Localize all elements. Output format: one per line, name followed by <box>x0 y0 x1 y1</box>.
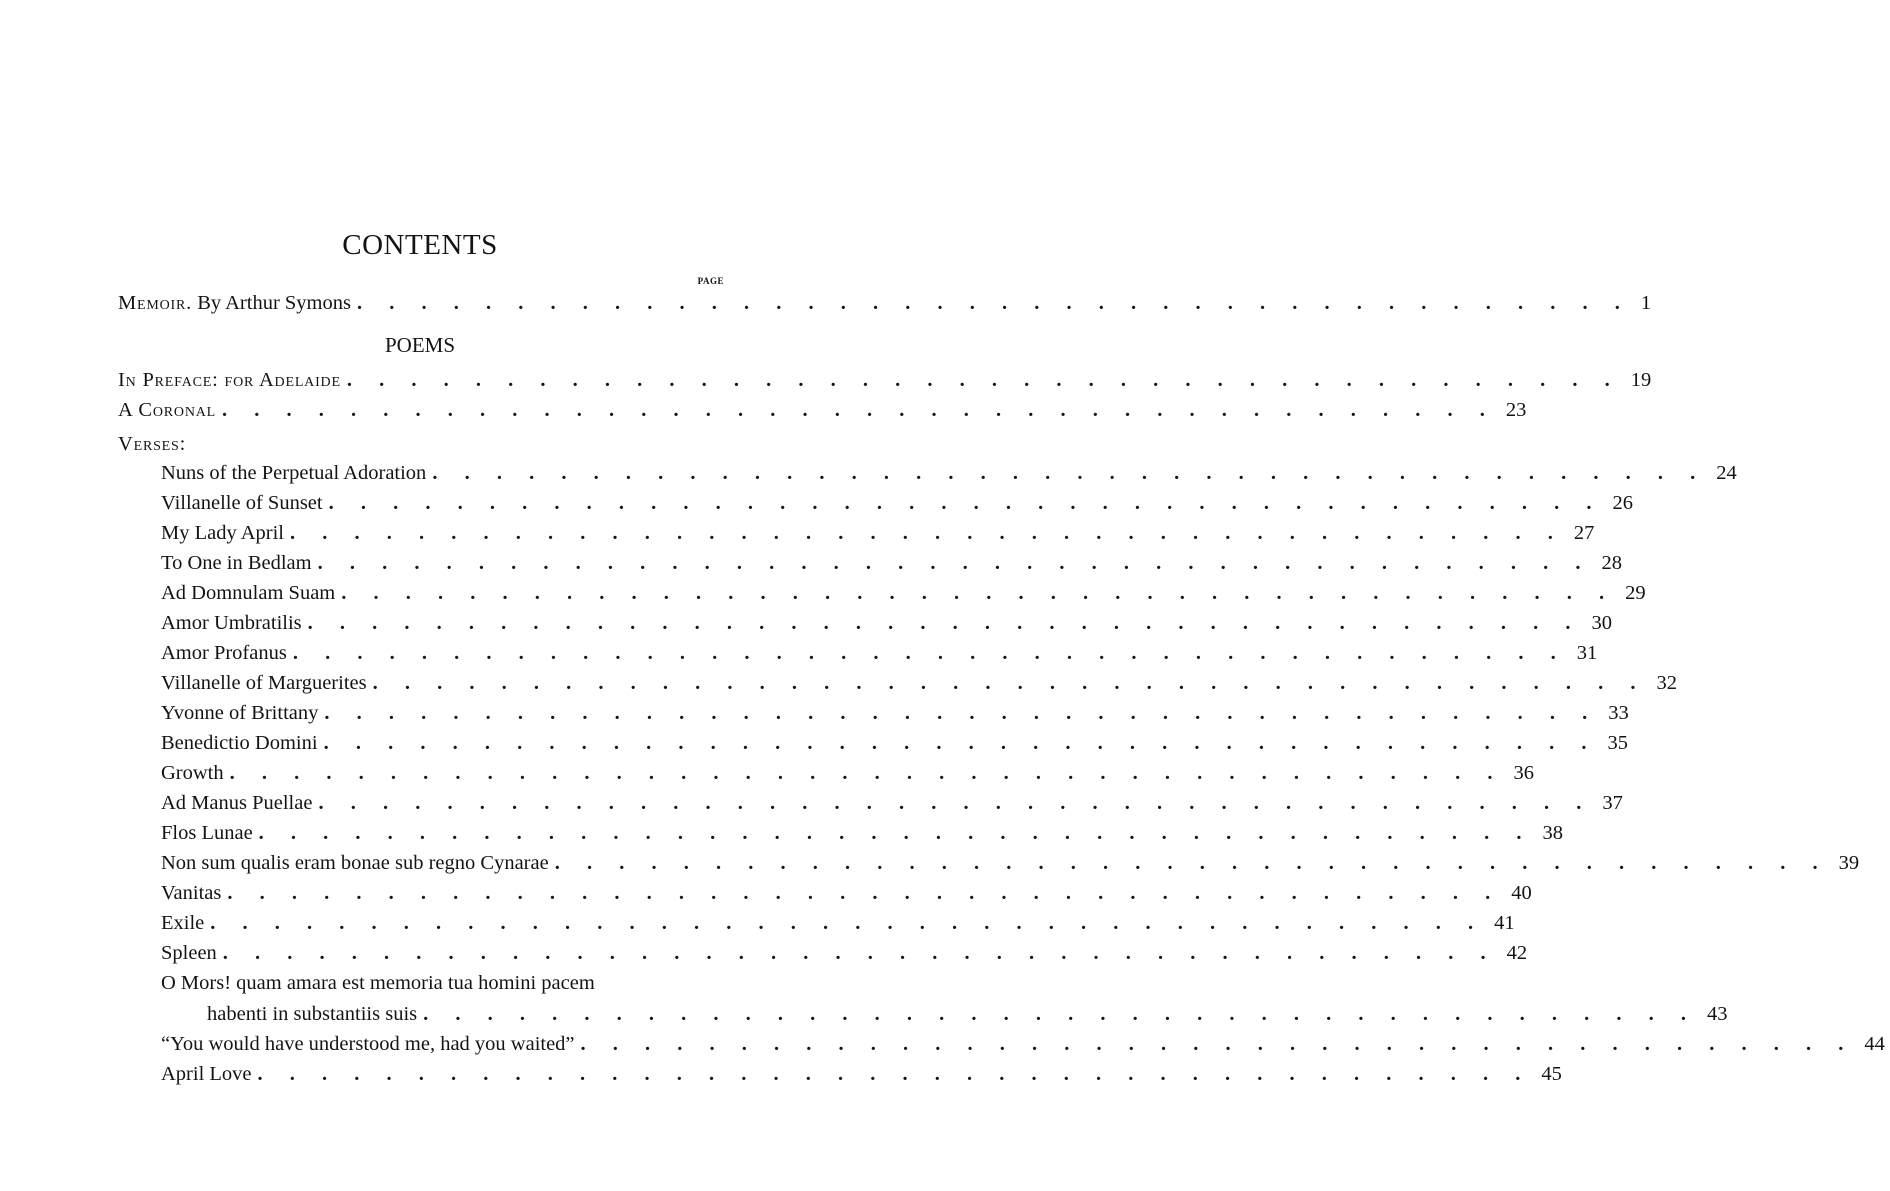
toc-page-number: 26 <box>1612 492 1633 514</box>
toc-entry <box>161 552 1622 582</box>
dot-leader: . . . . . . . . . . . . . . . . . . . . . . . . . . . . . . . . . . . . . . . . <box>258 822 1533 844</box>
toc-page-number: 19 <box>1630 369 1652 391</box>
toc-entry-label: In Preface: for Adelaide <box>118 369 341 391</box>
dot-leader: . . . . . . . . . . . . . . . . . . . . . . . . . . . . . . . . . . . . . . . . <box>554 852 1829 874</box>
toc-entry <box>118 369 1652 399</box>
toc-entry <box>161 822 1564 852</box>
toc-group-verses: Verses: <box>118 433 187 455</box>
dot-leader: . . . . . . . . . . . . . . . . . . . . . . . . . . . . . . . . . . . . . . . . <box>328 492 1603 514</box>
toc-entry-label: Non sum qualis eram bonae sub regno Cynarae <box>161 852 549 874</box>
dot-leader: . . . . . . . . . . . . . . . . . . . . . . . . . . . . . . . . . . . . . . . . <box>372 672 1647 694</box>
toc-entry <box>161 492 1633 522</box>
toc-entry-label: Villanelle of Marguerites <box>161 672 367 694</box>
dot-leader: . . . . . . . . . . . . . . . . . . . . . . . . . . . . . . . . . . . . . . . . <box>356 292 1631 314</box>
toc-entry <box>161 612 1613 642</box>
toc-page-number: 39 <box>1838 852 1860 874</box>
dot-leader: . . . . . . . . . . . . . . . . . . . . . . . . . . . . . . . . . . . . . . . . <box>307 612 1582 634</box>
toc-page-number: 43 <box>1707 1003 1728 1025</box>
section-heading-poems: POEMS <box>384 333 456 357</box>
toc-entry-label: My Lady April <box>161 522 284 544</box>
dot-leader: . . . . . . . . . . . . . . . . . . . . . . . . . . . . . . . . . . . . . . . . <box>580 1033 1855 1055</box>
dot-leader: . . . . . . . . . . . . . . . . . . . . . . . . . . . . . . . . . . . . . . . . <box>257 1063 1532 1085</box>
toc-page-number: 38 <box>1542 822 1564 844</box>
dot-leader: . . . . . . . . . . . . . . . . . . . . . . . . . . . . . . . . . . . . . . . . <box>290 522 1564 544</box>
toc-entry-label: To One in Bedlam <box>161 552 312 574</box>
toc-page-number: 31 <box>1576 642 1598 664</box>
dot-leader: . . . . . . . . . . . . . . . . . . . . . . . . . . . . . . . . . . . . . . . . <box>346 369 1621 391</box>
toc-entry <box>161 1063 1562 1093</box>
toc-entry-label: Amor Umbratilis <box>161 612 302 634</box>
toc-page-number: 23 <box>1505 399 1527 421</box>
toc-entry-memoir <box>118 292 1652 322</box>
toc-page-number: 29 <box>1625 582 1646 604</box>
toc-entry-label: “You would have understood me, had you waited” <box>161 1033 575 1055</box>
toc-page-number: 41 <box>1494 912 1515 934</box>
toc-entry <box>161 1033 1885 1063</box>
toc-page-number: 40 <box>1511 882 1532 904</box>
dot-leader: . . . . . . . . . . . . . . . . . . . . . . . . . . . . . . . . . . . . . . . . <box>423 1003 1697 1025</box>
toc-entry <box>161 642 1598 672</box>
toc-entry-label: Flos Lunae <box>161 822 253 844</box>
toc-entry <box>161 702 1629 732</box>
toc-entry <box>161 522 1595 552</box>
toc-entry-label: Memoir. By Arthur Symons <box>118 292 351 314</box>
toc-page-number: 33 <box>1608 702 1629 724</box>
toc-page-number: 32 <box>1656 672 1677 694</box>
toc-page-number: 37 <box>1602 792 1623 814</box>
dot-leader: . . . . . . . . . . . . . . . . . . . . . . . . . . . . . . . . . . . . . . . . <box>317 552 1592 574</box>
toc-entry-label: Vanitas <box>161 882 222 904</box>
toc-entry <box>161 942 1528 972</box>
toc-page-number: 44 <box>1864 1033 1885 1055</box>
toc-entry-label: A Coronal <box>118 399 217 421</box>
toc-entry-label: habenti in substantiis suis <box>207 1003 418 1025</box>
toc-entry-label: Spleen <box>161 942 217 964</box>
dot-leader: . . . . . . . . . . . . . . . . . . . . . . . . . . . . . . . . . . . . . . . . <box>210 912 1485 934</box>
toc-entry <box>161 852 1860 882</box>
toc-page-number: 45 <box>1541 1063 1562 1085</box>
toc-entry <box>161 672 1677 702</box>
toc-entry-label: Ad Domnulam Suam <box>161 582 336 604</box>
toc-entry-label: Yvonne of Brittany <box>161 702 319 724</box>
dot-leader: . . . . . . . . . . . . . . . . . . . . . . . . . . . . . . . . . . . . . . . . <box>341 582 1616 604</box>
toc-entry <box>207 1003 1728 1033</box>
toc-entry <box>161 732 1628 762</box>
toc-page-number: 36 <box>1513 762 1535 784</box>
dot-leader: . . . . . . . . . . . . . . . . . . . . . . . . . . . . . . . . . . . . . . . . <box>318 792 1593 814</box>
toc-entry <box>118 399 1527 429</box>
toc-entry-label: Amor Profanus <box>161 642 287 664</box>
toc-entry-label: Exile <box>161 912 205 934</box>
toc-entry-label-line1: O Mors! quam amara est memoria tua homini pacem <box>161 972 595 994</box>
toc-page-number: 27 <box>1573 522 1595 544</box>
toc-entry <box>161 462 1737 492</box>
dot-leader: . . . . . . . . . . . . . . . . . . . . . . . . . . . . . . . . . . . . . . . . <box>222 399 1496 421</box>
toc-page-number: 35 <box>1607 732 1628 754</box>
toc-entry <box>161 882 1532 912</box>
toc-entry <box>161 762 1535 792</box>
toc-entry-label: Benedictio Domini <box>161 732 318 754</box>
dot-leader: . . . . . . . . . . . . . . . . . . . . . . . . . . . . . . . . . . . . . . . . <box>324 702 1599 724</box>
toc-page-number: 42 <box>1506 942 1528 964</box>
dot-leader: . . . . . . . . . . . . . . . . . . . . . . . . . . . . . . . . . . . . . . . . <box>227 882 1502 904</box>
toc-page-number: 30 <box>1591 612 1613 634</box>
dot-leader: . . . . . . . . . . . . . . . . . . . . . . . . . . . . . . . . . . . . . . . . <box>323 732 1598 754</box>
page-column-label: PAGE <box>697 276 724 286</box>
dot-leader: . . . . . . . . . . . . . . . . . . . . . . . . . . . . . . . . . . . . . . . . <box>222 942 1497 964</box>
toc-entry-label: Growth <box>161 762 224 784</box>
toc-entry <box>161 912 1515 942</box>
toc-entry <box>161 792 1623 822</box>
dot-leader: . . . . . . . . . . . . . . . . . . . . . . . . . . . . . . . . . . . . . . . . <box>432 462 1707 484</box>
dot-leader: . . . . . . . . . . . . . . . . . . . . . . . . . . . . . . . . . . . . . . . . <box>229 762 1504 784</box>
toc-page-number: 28 <box>1601 552 1622 574</box>
toc-entry-label: April Love <box>161 1063 252 1085</box>
page-title: CONTENTS <box>342 229 498 261</box>
toc-page-number: 1 <box>1640 292 1652 314</box>
toc-page-number: 24 <box>1716 462 1737 484</box>
toc-entry-label: Nuns of the Perpetual Adoration <box>161 462 427 484</box>
toc-entry-label: Villanelle of Sunset <box>161 492 323 514</box>
toc-entry-label: Ad Manus Puellae <box>161 792 313 814</box>
dot-leader: . . . . . . . . . . . . . . . . . . . . . . . . . . . . . . . . . . . . . . . . <box>292 642 1567 664</box>
toc-entry <box>161 582 1646 612</box>
